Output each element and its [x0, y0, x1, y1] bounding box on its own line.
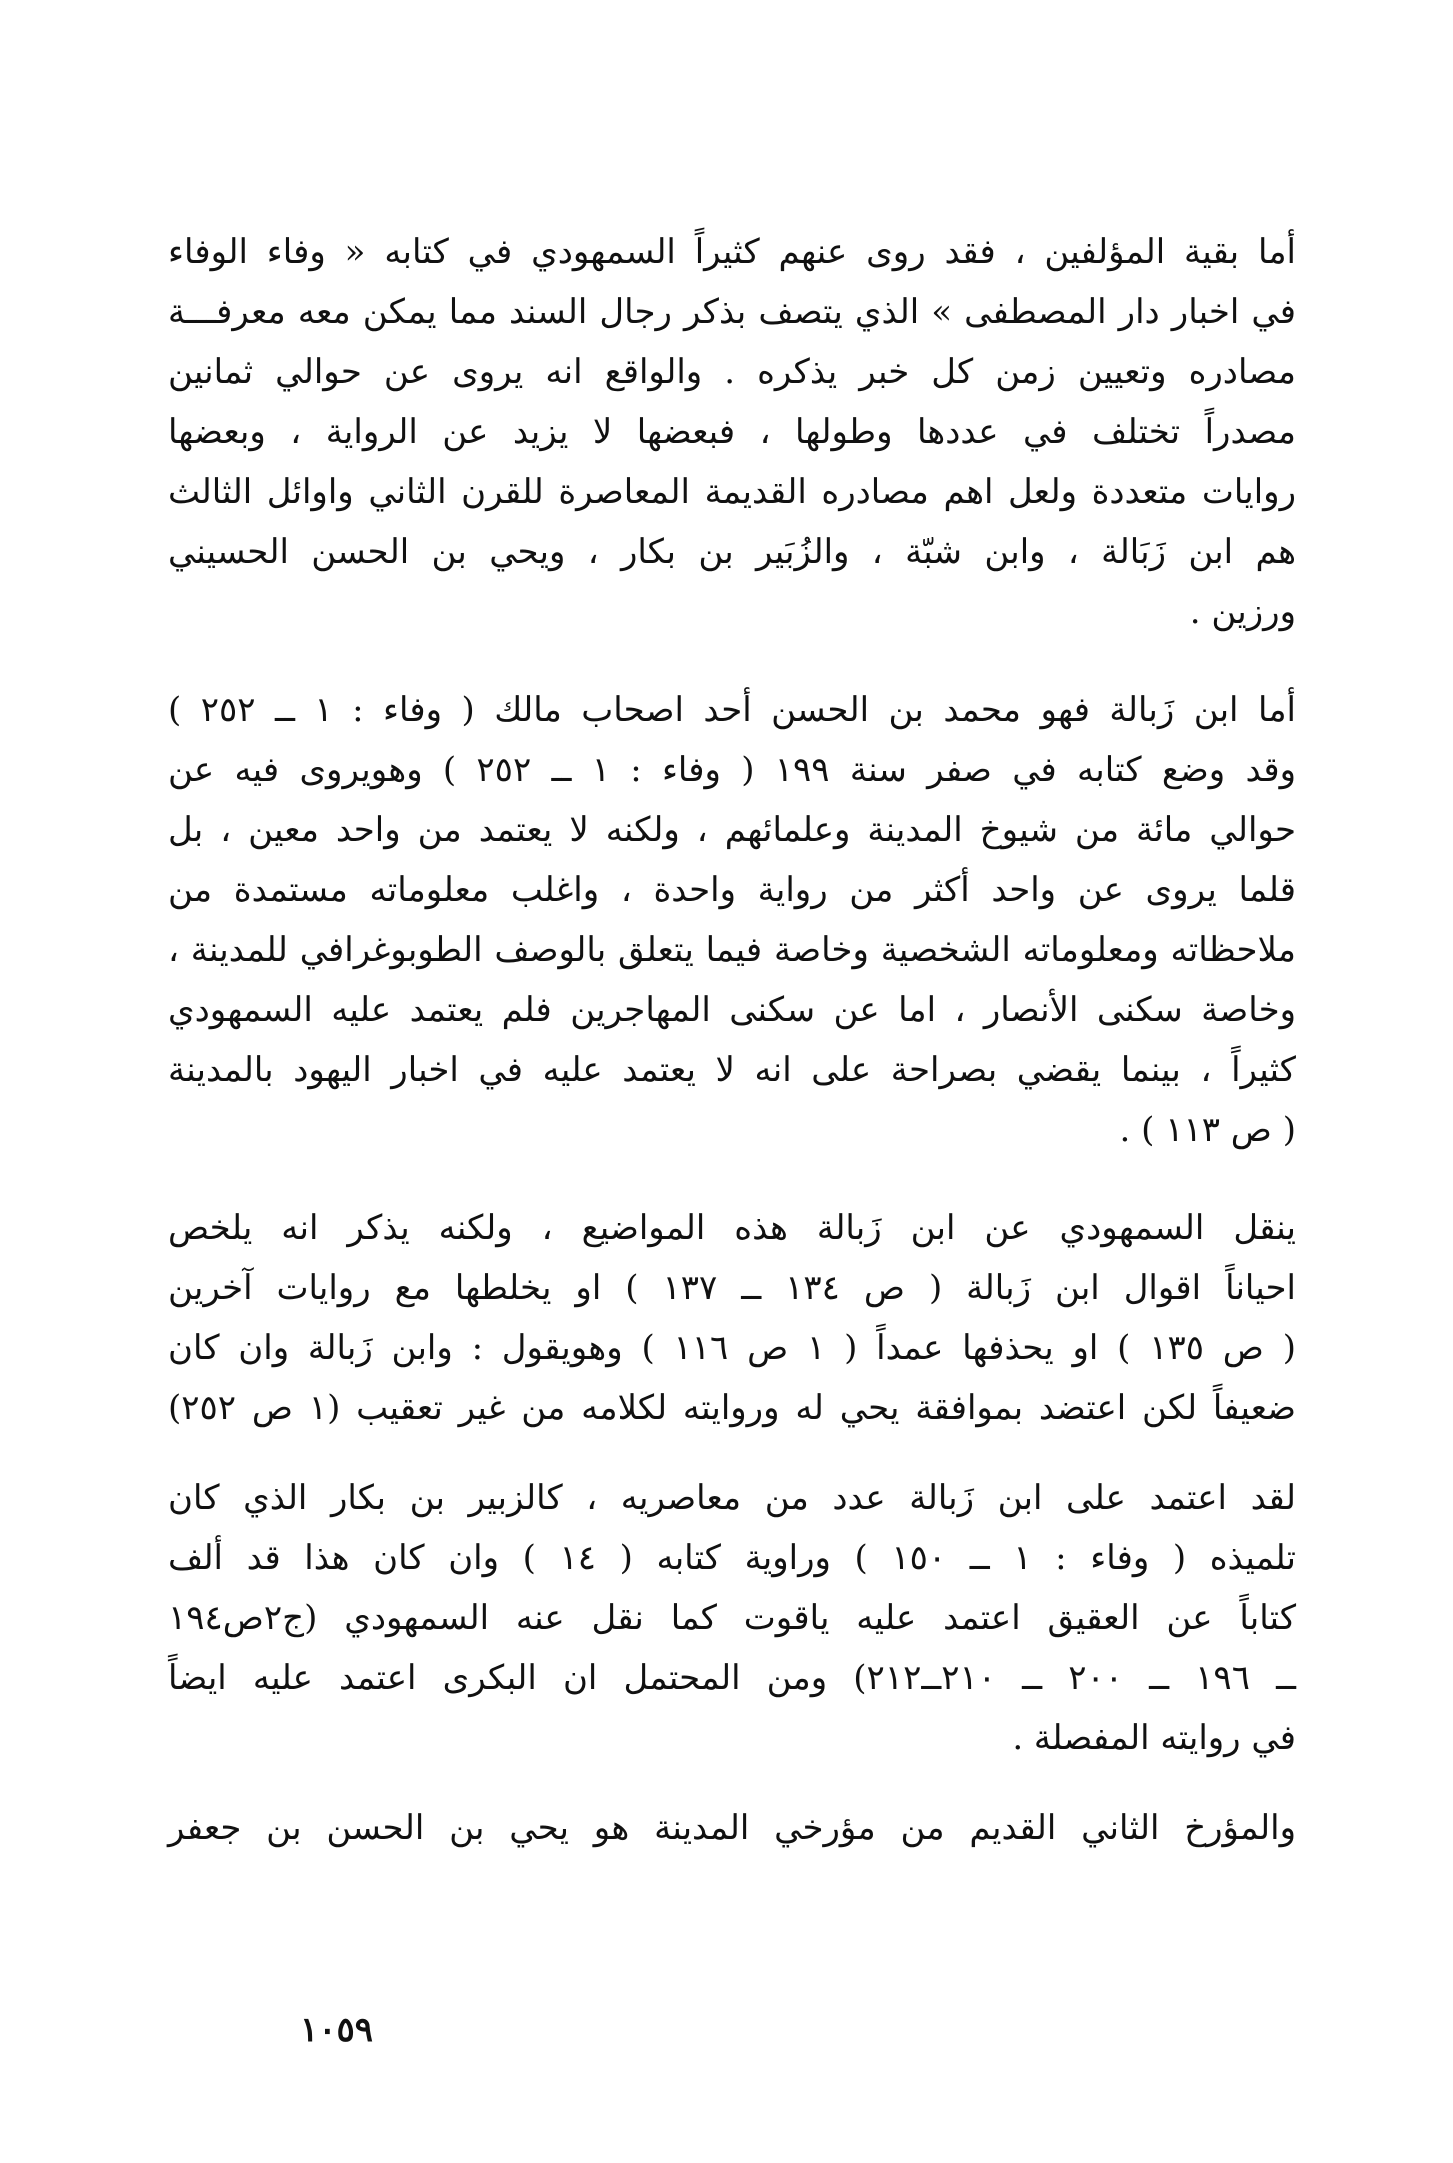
text-line: وقد وضع كتابه في صفر سنة ١٩٩ ( وفاء : ١ ــ ٢٥٢ ) وهويروى فيه عن [168, 750, 1296, 790]
text-line: ضعيفاً لكن اعتضد بموافقة يحي له وروايته لكلامه من غير تعقيب (١ ص ٢٥٢) [168, 1388, 1296, 1428]
paragraph-1 [168, 222, 1296, 642]
text-line: وخاصة سكنى الأنصار ، اما عن سكنى المهاجرين فلم يعتمد عليه السمهودي [168, 990, 1296, 1030]
text-line: مصادره وتعيين زمن كل خبر يذكره . والواقع انه يروى عن حوالي ثمانين [168, 352, 1296, 392]
text-line: كثيراً ، بينما يقضي بصراحة على انه لا يعتمد عليه في اخبار اليهود بالمدينة [168, 1050, 1296, 1090]
text-line: مصدراً تختلف في عددها وطولها ، فبعضها لا يزيد عن الرواية ، وبعضها [168, 412, 1296, 452]
text-line: قلما يروى عن واحد أكثر من رواية واحدة ، واغلب معلوماته مستمدة من [168, 870, 1296, 910]
text-line: تلميذه ( وفاء : ١ ــ ١٥٠ ) وراوية كتابه ( ١٤ ) وان كان هذا قد ألف [168, 1538, 1296, 1578]
text-line: والمؤرخ الثاني القديم من مؤرخي المدينة هو يحي بن الحسن بن جعفر [168, 1808, 1296, 1848]
text-line: أما ابن زَبالة فهو محمد بن الحسن أحد اصحاب مالك ( وفاء : ١ ــ ٢٥٢ ) [168, 690, 1296, 730]
paragraph-2 [168, 680, 1296, 1160]
text-line: أما بقية المؤلفين ، فقد روى عنهم كثيراً السمهودي في كتابه « وفاء الوفاء [168, 232, 1296, 272]
text-line: ( ص ١١٣ ) . [1119, 1110, 1296, 1150]
paragraph-3 [168, 1198, 1296, 1438]
text-line: روايات متعددة ولعل اهم مصادره القديمة المعاصرة للقرن الثاني واوائل الثالث [168, 472, 1296, 512]
text-line: ــ ١٩٦ ــ ٢٠٠ ــ ٢١٠ــ٢١٢) ومن المحتمل ان البكرى اعتمد عليه ايضاً [168, 1658, 1297, 1698]
body-text [168, 222, 1296, 1858]
text-line: ( ص ١٣٥ ) او يحذفها عمداً ( ١ ص ١١٦ ) وهويقول : وابن زَبالة وان كان [168, 1328, 1296, 1368]
text-line: كتاباً عن العقيق اعتمد عليه ياقوت كما نقل عنه السمهودي (ج٢ص١٩٤ [168, 1598, 1296, 1638]
text-line: ينقل السمهودي عن ابن زَبالة هذه المواضيع ، ولكنه يذكر انه يلخص [168, 1208, 1296, 1248]
text-line: في اخبار دار المصطفى » الذي يتصف بذكر رجال السند مما يمكن معه معرفـــة [168, 292, 1296, 332]
text-line: ملاحظاته ومعلوماته الشخصية وخاصة فيما يتعلق بالوصف الطوبوغرافي للمدينة ، [168, 930, 1296, 970]
text-line: احياناً اقوال ابن زَبالة ( ص ١٣٤ ــ ١٣٧ ) او يخلطها مع روايات آخرين [168, 1268, 1296, 1308]
paragraph-5 [168, 1798, 1296, 1858]
paragraph-4 [168, 1468, 1296, 1768]
text-line: هم ابن زَبَالة ، وابن شبّة ، والزُبَير بن بكار ، ويحي بن الحسن الحسيني [168, 532, 1296, 572]
text-line: حوالي مائة من شيوخ المدينة وعلمائهم ، ولكنه لا يعتمد من واحد معين ، بل [168, 810, 1296, 850]
text-line: لقد اعتمد على ابن زَبالة عدد من معاصريه ، كالزبير بن بكار الذي كان [168, 1478, 1297, 1518]
page-number: ١٠٥٩ [300, 2010, 374, 2050]
text-line: ورزين . [1189, 592, 1296, 632]
text-line: في روايته المفصلة . [1012, 1718, 1296, 1758]
